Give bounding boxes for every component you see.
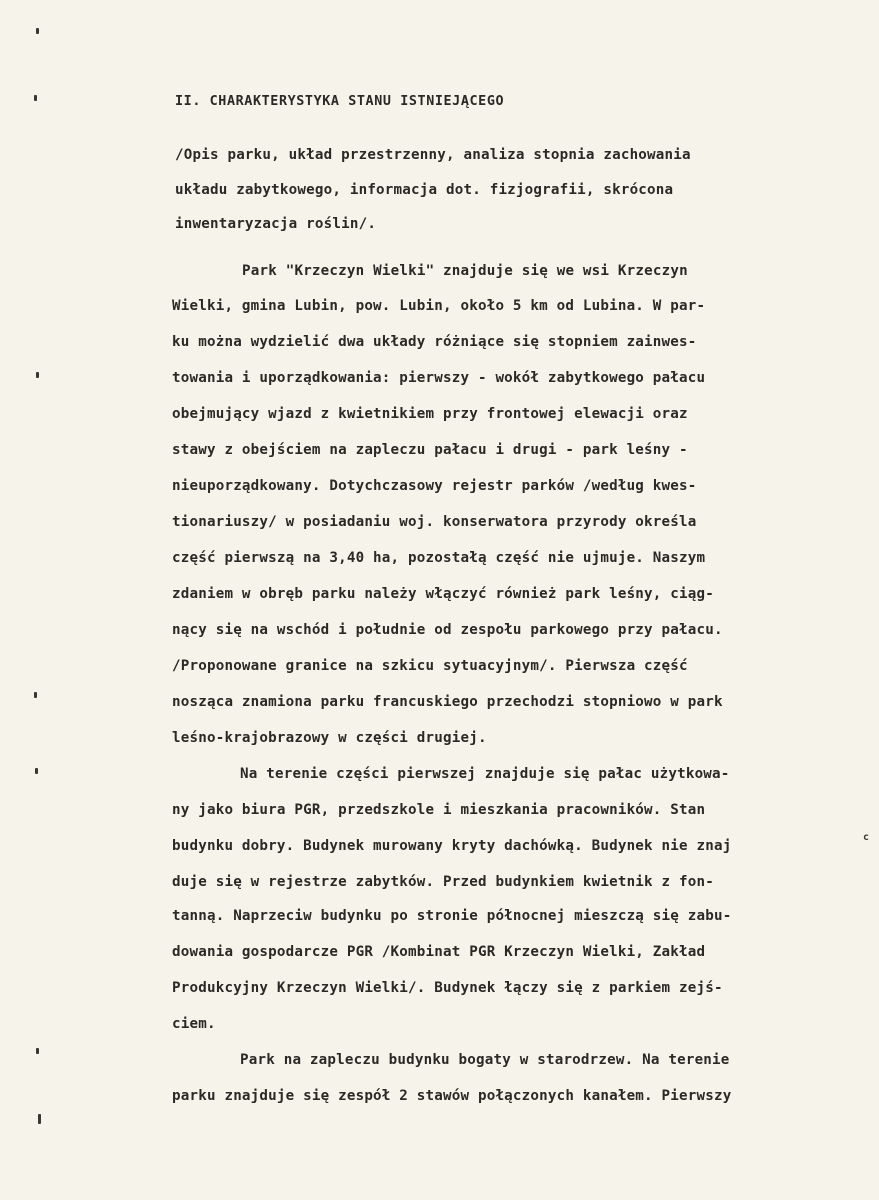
text-line: obejmujący wjazd z kwietnikiem przy frontowej elewacji oraz: [172, 406, 688, 422]
text-line: ciem.: [172, 1016, 216, 1032]
text-line: inwentaryzacja roślin/.: [175, 216, 377, 232]
text-line: ku można wydzielić dwa układy różniące się stopniem zainwes-: [172, 334, 697, 350]
text-line: układu zabytkowego, informacja dot. fizjografii, skrócona: [175, 182, 674, 198]
text-line: Produkcyjny Krzeczyn Wielki/. Budynek łączy się z parkiem zejś-: [172, 980, 723, 996]
text-line: Park "Krzeczyn Wielki" znajduje się we wsi Krzeczyn: [242, 263, 688, 279]
text-line: tionariuszy/ w posiadaniu woj. konserwatora przyrody określa: [172, 514, 697, 530]
margin-mark: [34, 95, 37, 101]
text-line: duje się w rejestrze zabytków. Przed budynkiem kwietnik z fon-: [172, 874, 714, 890]
text-line: towania i uporządkowania: pierwszy - wokół zabytkowego pałacu: [172, 370, 706, 386]
text-line: dowania gospodarcze PGR /Kombinat PGR Krzeczyn Wielki, Zakład: [172, 944, 706, 960]
margin-mark: [35, 768, 38, 774]
text-line: tanną. Naprzeciw budynku po stronie północnej mieszczą się zabu-: [172, 908, 732, 924]
margin-mark: [34, 692, 37, 698]
text-line: zdaniem w obręb parku należy włączyć również park leśny, ciąg-: [172, 586, 714, 602]
text-line: leśno-krajobrazowy w części drugiej.: [172, 730, 487, 746]
margin-note: c: [863, 832, 870, 843]
margin-mark: [36, 28, 39, 34]
text-line: ny jako biura PGR, przedszkole i mieszkania pracowników. Stan: [172, 802, 706, 818]
text-line: parku znajduje się zespół 2 stawów połączonych kanałem. Pierwszy: [172, 1088, 732, 1104]
text-line: Wielki, gmina Lubin, pow. Lubin, około 5 km od Lubina. W par-: [172, 298, 706, 314]
section-heading: II. CHARAKTERYSTYKA STANU ISTNIEJĄCEGO: [175, 94, 505, 109]
text-line: Park na zapleczu budynku bogaty w starodrzew. Na terenie: [240, 1052, 730, 1068]
margin-mark: [36, 1048, 39, 1054]
text-line: stawy z obejściem na zapleczu pałacu i drugi - park leśny -: [172, 442, 688, 458]
text-line: część pierwszą na 3,40 ha, pozostałą część nie ujmuje. Naszym: [172, 550, 706, 566]
text-line: Na terenie części pierwszej znajduje się pałac użytkowa-: [240, 766, 730, 782]
text-line: nący się na wschód i południe od zespołu parkowego przy pałacu.: [172, 622, 723, 638]
text-line: nieuporządkowany. Dotychczasowy rejestr parków /według kwes-: [172, 478, 697, 494]
text-line: nosząca znamiona parku francuskiego przechodzi stopniowo w park: [172, 694, 723, 710]
text-line: budynku dobry. Budynek murowany kryty dachówką. Budynek nie znaj: [172, 838, 732, 854]
text-line: /Proponowane granice na szkicu sytuacyjnym/. Pierwsza część: [172, 658, 688, 674]
margin-mark: [38, 1114, 41, 1124]
text-line: /Opis parku, układ przestrzenny, analiza stopnia zachowania: [175, 147, 691, 163]
margin-mark: [36, 372, 39, 378]
